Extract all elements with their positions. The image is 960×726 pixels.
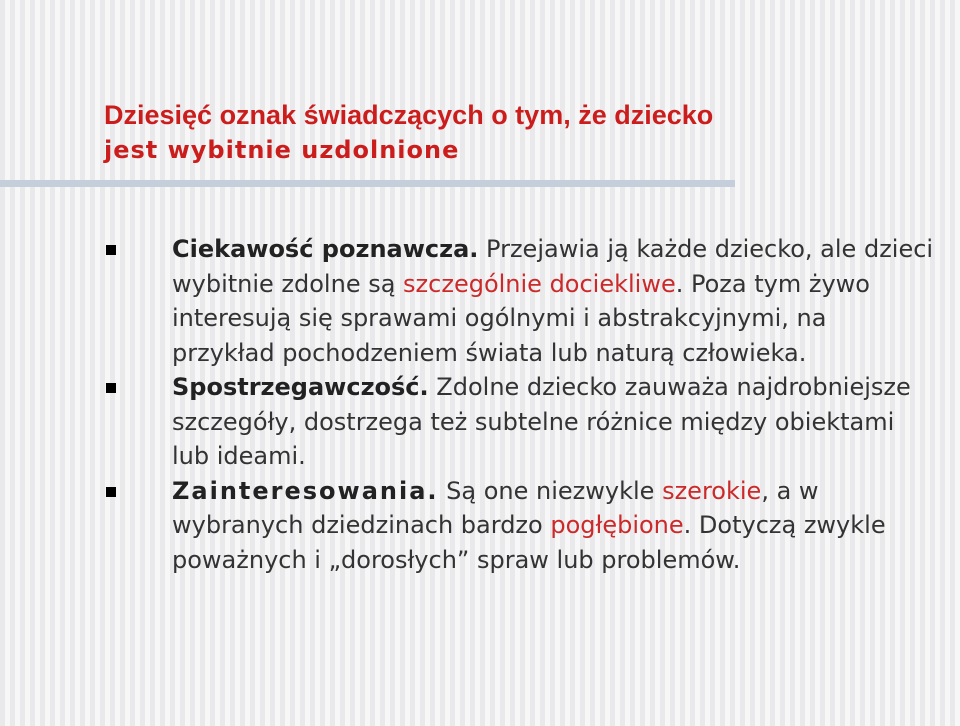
bullet-text: . Poza tym żywo interesują się sprawami ogólnymi i abstrakcyjnymi, na przykład pochodzeniem świata lub naturą człowieka.: [172, 269, 870, 367]
bullet-text: , a w wybranych dziedzinach bardzo: [172, 476, 819, 539]
bullet-list: [104, 232, 934, 577]
bullet-text: . Dotyczą zwykle poważnych i „dorosłych” spraw lub problemów.: [172, 511, 886, 574]
bullet-highlight: pogłębione: [550, 511, 684, 539]
bullet-highlight: szczególnie dociekliwe: [403, 269, 676, 298]
square-bullet-icon: [106, 245, 116, 255]
bullet-highlight: szerokie: [662, 476, 762, 505]
bullet-text: Zdolne dziecko zauważa najdrobniejsze szczegóły, dostrzega też subtelne różnice między obiektami lub ideami.: [172, 373, 911, 470]
slide-title: [104, 97, 924, 167]
bullet-term: Ciekawość poznawcza.: [172, 235, 479, 263]
title-line-1: Dziesięć oznak świadczących o tym, że dziecko: [104, 100, 714, 130]
square-bullet-icon: [106, 383, 116, 393]
square-bullet-icon: [106, 487, 116, 497]
bullet-item-curiosity: [104, 232, 934, 370]
title-line-2: jest wybitnie uzdolnione: [104, 136, 460, 164]
bullet-item-interests: [104, 474, 934, 578]
title-divider: [0, 180, 735, 187]
bullet-text: Są one niezwykle: [438, 476, 663, 505]
bullet-term: Zainteresowania.: [172, 476, 439, 505]
bullet-term: Spostrzegawczość.: [172, 373, 429, 401]
bullet-text: Przejawia ją każde dziecko, ale dzieci wybitnie zdolne są: [172, 235, 934, 298]
bullet-item-perceptiveness: [104, 370, 934, 474]
